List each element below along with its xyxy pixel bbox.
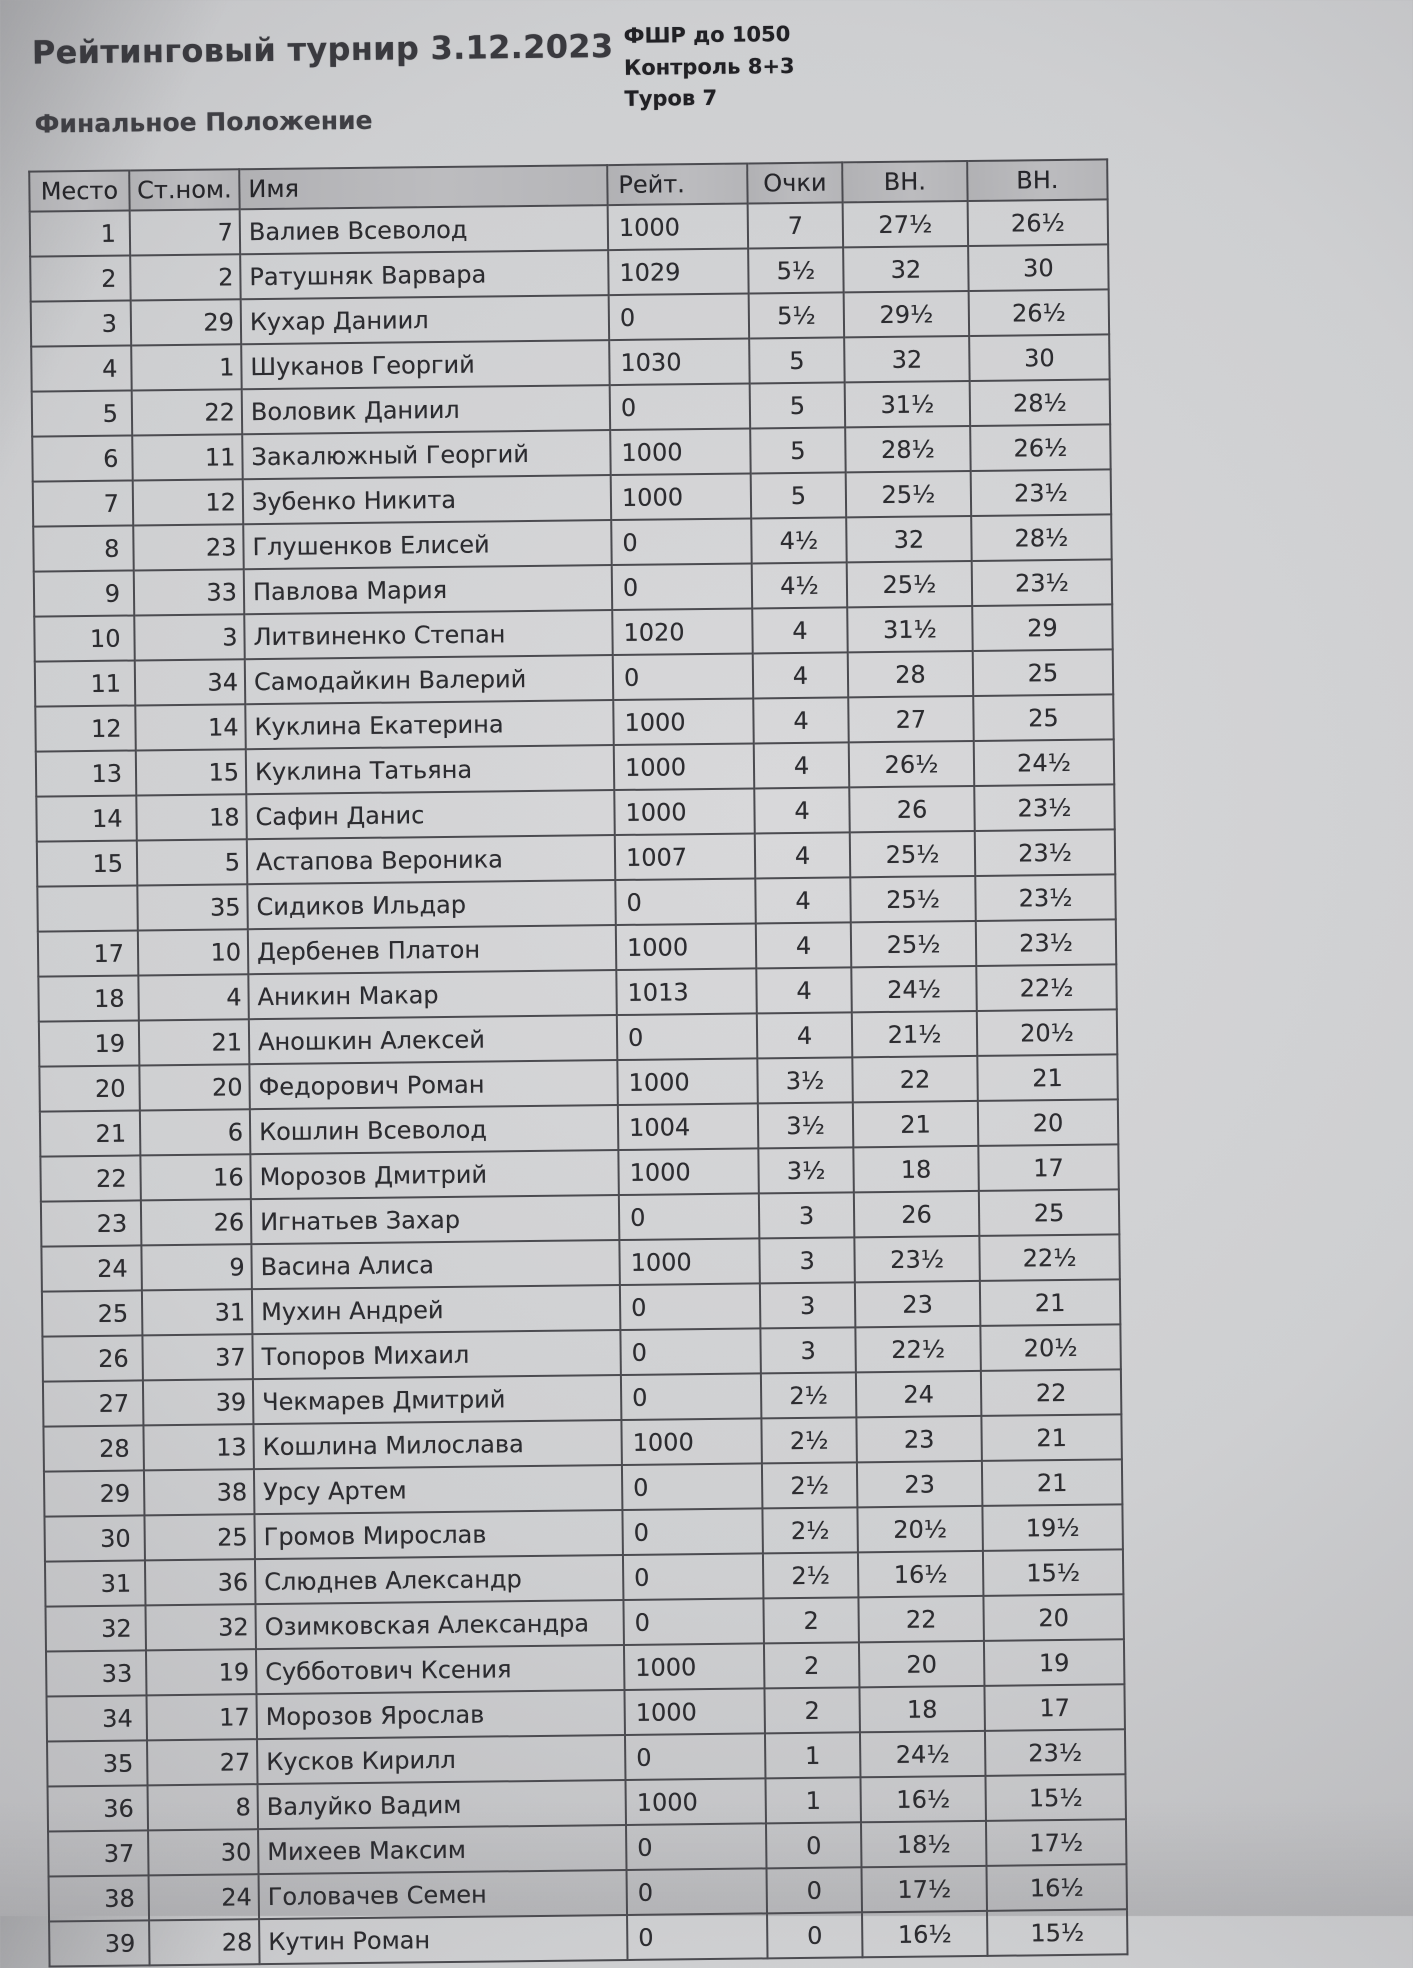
cell-start-number: 36 [145,1559,256,1605]
cell-rating: 0 [623,1598,764,1645]
cell-points: 4½ [752,562,848,608]
cell-name: Куклина Екатерина [245,700,613,749]
cell-start-number: 19 [146,1649,257,1695]
cell-rating: 1000 [614,743,755,790]
cell-buchholz-2: 23½ [976,919,1117,966]
cell-points: 1 [765,1732,861,1778]
cell-rating: 0 [620,1328,761,1375]
cell-place: 23 [41,1200,142,1246]
cell-rating: 0 [612,563,753,610]
cell-rating: 1000 [614,788,755,835]
cell-place: 8 [33,525,134,571]
cell-buchholz-1: 25½ [850,876,976,922]
cell-buchholz-2: 26½ [968,199,1109,246]
cell-start-number: 25 [144,1514,255,1560]
cell-points: 0 [766,1822,862,1868]
cell-buchholz-2: 20½ [980,1324,1121,1371]
cell-start-number: 26 [141,1199,252,1245]
cell-start-number: 20 [139,1064,250,1110]
cell-start-number: 35 [137,884,248,930]
cell-place: 20 [39,1065,140,1111]
cell-buchholz-2: 19 [984,1639,1125,1686]
cell-name: Аникин Макар [248,970,616,1019]
cell-name: Павлова Мария [244,565,612,614]
cell-buchholz-2: 22 [981,1369,1122,1416]
cell-place: 33 [46,1650,147,1696]
cell-buchholz-2: 25 [979,1189,1120,1236]
cell-start-number: 4 [138,974,249,1020]
cell-place [37,885,138,931]
cell-buchholz-2: 25 [973,649,1114,696]
cell-points: 5 [750,382,846,428]
cell-place: 18 [38,975,139,1021]
cell-name: Васина Алиса [251,1240,619,1289]
cell-rating: 0 [617,1013,758,1060]
cell-start-number: 15 [136,749,247,795]
cell-place: 6 [32,435,133,481]
cell-start-number: 6 [140,1109,251,1155]
cell-name: Морозов Ярослав [256,1690,624,1739]
cell-buchholz-1: 18½ [861,1821,987,1867]
cell-buchholz-2: 23½ [975,829,1116,876]
cell-buchholz-2: 20½ [977,1009,1118,1056]
cell-place: 30 [44,1515,145,1561]
cell-points: 0 [767,1867,863,1913]
cell-place: 5 [32,390,133,436]
cell-points: 5 [751,472,847,518]
cell-buchholz-1: 21½ [852,1011,978,1057]
cell-buchholz-1: 16½ [860,1776,986,1822]
cell-place: 36 [48,1785,149,1831]
cell-buchholz-2: 20 [983,1594,1124,1641]
cell-name: Закалюжный Георгий [242,430,610,479]
cell-buchholz-2: 26½ [969,289,1110,336]
cell-buchholz-2: 15½ [987,1909,1128,1956]
cell-name: Озимковская Александра [255,1600,623,1649]
cell-start-number: 23 [133,524,244,570]
cell-name: Михеев Максим [258,1825,626,1874]
cell-place: 17 [38,930,139,976]
cell-place: 21 [40,1110,141,1156]
cell-name: Морозов Дмитрий [250,1150,618,1199]
cell-points: 4 [753,652,849,698]
cell-buchholz-2: 21 [981,1414,1122,1461]
cell-rating: 1020 [612,608,753,655]
cell-start-number: 38 [144,1469,255,1515]
cell-buchholz-1: 17½ [861,1866,987,1912]
cell-points: 1 [765,1777,861,1823]
cell-name: Зубенко Никита [243,475,611,524]
cell-rating: 1000 [618,1148,759,1195]
header-rating: Рейт. [607,163,747,205]
cell-buchholz-1: 32 [844,336,970,382]
cell-buchholz-2: 21 [977,1054,1118,1101]
cell-start-number: 39 [143,1379,254,1425]
cell-buchholz-2: 30 [968,244,1109,291]
cell-rating: 0 [626,1823,767,1870]
cell-name: Литвиненко Степан [244,610,612,659]
cell-buchholz-2: 28½ [971,514,1112,561]
cell-rating: 0 [622,1508,763,1555]
cell-points: 5 [750,427,846,473]
cell-buchholz-2: 30 [969,334,1110,381]
cell-place: 35 [47,1740,148,1786]
cell-start-number: 32 [145,1604,256,1650]
cell-place: 29 [44,1470,145,1516]
cell-buchholz-1: 18 [853,1146,979,1192]
cell-buchholz-2: 21 [980,1279,1121,1326]
cell-rating: 1007 [615,833,756,880]
cell-buchholz-2: 24½ [974,739,1115,786]
cell-place: 14 [36,795,137,841]
cell-place: 34 [47,1695,148,1741]
cell-points: 5½ [749,292,845,338]
cell-buchholz-2: 28½ [970,379,1111,426]
cell-buchholz-1: 26½ [849,741,975,787]
info-line-time-control: Контроль 8+3 [623,53,795,80]
cell-place: 13 [36,750,137,796]
cell-name: Мухин Андрей [252,1285,620,1334]
cell-start-number: 5 [137,839,248,885]
page-title: Рейтинговый турнир 3.12.2023 [31,27,614,72]
cell-rating: 1000 [619,1238,760,1285]
cell-start-number: 1 [131,344,242,390]
cell-place: 26 [42,1335,143,1381]
subtitle-final-standings: Финальное Положение [34,105,373,139]
cell-points: 5 [749,337,845,383]
cell-buchholz-1: 26 [854,1191,980,1237]
cell-start-number: 37 [142,1334,253,1380]
cell-name: Дербенев Платон [248,925,616,974]
cell-points: 5½ [748,247,844,293]
cell-rating: 1000 [608,203,749,250]
cell-buchholz-1: 28 [848,651,974,697]
cell-name: Валиев Всеволод [240,205,608,254]
cell-name: Кутин Роман [259,1915,627,1964]
cell-points: 3 [759,1237,855,1283]
cell-rating: 0 [622,1463,763,1510]
cell-place: 24 [41,1245,142,1291]
cell-buchholz-2: 17 [978,1144,1119,1191]
cell-points: 2½ [761,1372,857,1418]
cell-name: Кухар Даниил [241,295,609,344]
cell-rating: 0 [609,293,750,340]
cell-name: Глушенков Елисей [243,520,611,569]
cell-buchholz-1: 23 [857,1461,983,1507]
cell-buchholz-1: 25½ [851,921,977,967]
cell-rating: 1029 [608,248,749,295]
cell-buchholz-2: 15½ [983,1549,1124,1596]
cell-name: Воловик Даниил [242,385,610,434]
cell-start-number: 12 [133,479,244,525]
cell-buchholz-1: 27½ [843,201,969,247]
cell-name: Чекмарев Дмитрий [253,1375,621,1424]
cell-place: 25 [42,1290,143,1336]
cell-name: Валуйко Вадим [258,1780,626,1829]
cell-name: Топоров Михаил [252,1330,620,1379]
cell-buchholz-2: 26½ [970,424,1111,471]
cell-place: 19 [39,1020,140,1066]
cell-rating: 1000 [611,473,752,520]
cell-buchholz-1: 24 [856,1371,982,1417]
cell-buchholz-2: 23½ [985,1729,1126,1776]
cell-buchholz-1: 31½ [847,606,973,652]
cell-buchholz-1: 32 [846,516,972,562]
standings-table [28,158,1128,1967]
cell-place: 9 [34,570,135,616]
cell-buchholz-1: 21 [853,1101,979,1147]
cell-place: 15 [37,840,138,886]
cell-points: 2½ [762,1507,858,1553]
cell-start-number: 17 [147,1694,258,1740]
cell-name: Кошлина Милослава [253,1420,621,1469]
cell-rating: 1000 [617,1058,758,1105]
cell-buchholz-1: 28½ [845,426,971,472]
cell-rating: 1000 [624,1688,765,1735]
cell-rating: 1000 [610,428,751,475]
cell-place: 37 [48,1830,149,1876]
cell-start-number: 27 [147,1739,258,1785]
cell-buchholz-1: 18 [859,1686,985,1732]
cell-points: 3½ [757,1057,853,1103]
cell-place: 4 [31,345,132,391]
cell-points: 2½ [763,1552,859,1598]
cell-buchholz-1: 31½ [845,381,971,427]
header-name: Имя [239,165,607,209]
cell-start-number: 2 [130,254,241,300]
cell-place: 32 [45,1605,146,1651]
cell-name: Кусков Кирилл [257,1735,625,1784]
header-buchholz-1: ВН. [842,161,967,202]
cell-buchholz-1: 25½ [847,561,973,607]
cell-name: Самодайкин Валерий [245,655,613,704]
cell-points: 3 [760,1282,856,1328]
header-start-number: Ст.ном. [129,169,239,210]
header-place: Место [29,171,129,212]
cell-name: Аношкин Алексей [249,1015,617,1064]
cell-buchholz-1: 24½ [851,966,977,1012]
cell-buchholz-1: 25½ [850,831,976,877]
cell-start-number: 34 [135,659,246,705]
cell-rating: 0 [611,518,752,565]
cell-rating: 1004 [618,1103,759,1150]
header-buchholz-2: ВН. [967,159,1107,201]
cell-start-number: 16 [140,1154,251,1200]
cell-start-number: 31 [142,1289,253,1335]
cell-buchholz-2: 19½ [982,1504,1123,1551]
cell-start-number: 22 [132,389,243,435]
info-line-rating-limit: ФШР до 1050 [623,22,791,48]
cell-points: 2 [764,1642,860,1688]
cell-rating: 0 [615,878,756,925]
cell-points: 3½ [758,1147,854,1193]
cell-name: Субботович Ксения [256,1645,624,1694]
info-line-rounds: Туров 7 [624,85,718,111]
cell-rating: 1000 [621,1418,762,1465]
cell-name: Урсу Артем [254,1465,622,1514]
cell-rating: 1000 [616,923,757,970]
cell-rating: 0 [619,1193,760,1240]
cell-buchholz-1: 16½ [858,1551,984,1597]
cell-start-number: 7 [130,209,241,255]
cell-start-number: 29 [131,299,242,345]
cell-place: 7 [33,480,134,526]
cell-name: Сидиков Ильдар [247,880,615,929]
cell-place: 11 [35,660,136,706]
cell-buchholz-2: 29 [972,604,1113,651]
cell-start-number: 18 [136,794,247,840]
cell-points: 2½ [761,1417,857,1463]
cell-points: 3 [759,1192,855,1238]
cell-points: 3 [760,1327,856,1373]
cell-name: Кошлин Всеволод [250,1105,618,1154]
cell-buchholz-1: 27 [848,696,974,742]
cell-rating: 0 [613,653,754,700]
cell-points: 4 [756,967,852,1013]
cell-buchholz-2: 17½ [986,1819,1127,1866]
cell-buchholz-1: 25½ [846,471,972,517]
cell-start-number: 11 [132,434,243,480]
cell-buchholz-2: 16½ [986,1864,1127,1911]
cell-buchholz-1: 22 [852,1056,978,1102]
cell-rating: 1000 [625,1778,766,1825]
cell-buchholz-2: 23½ [975,874,1116,921]
cell-name: Шуканов Георгий [241,340,609,389]
cell-points: 2 [763,1597,859,1643]
cell-rating: 0 [627,1868,768,1915]
cell-buchholz-1: 24½ [860,1731,986,1777]
cell-points: 3½ [758,1102,854,1148]
cell-points: 4 [756,922,852,968]
cell-place: 3 [31,301,132,347]
tournament-info [624,19,796,115]
cell-place: 39 [49,1920,150,1966]
cell-place: 22 [40,1155,141,1201]
cell-place: 38 [49,1875,150,1921]
cell-buchholz-2: 21 [982,1459,1123,1506]
cell-start-number: 10 [138,929,249,975]
cell-start-number: 13 [143,1424,254,1470]
cell-start-number: 14 [135,704,246,750]
cell-buchholz-2: 25 [973,694,1114,741]
cell-place: 27 [43,1380,144,1426]
cell-points: 4 [754,742,850,788]
cell-rating: 0 [623,1553,764,1600]
cell-place: 31 [45,1560,146,1606]
cell-start-number: 33 [134,569,245,615]
cell-name: Федорович Роман [249,1060,617,1109]
cell-place: 28 [43,1425,144,1471]
cell-buchholz-1: 26 [849,786,975,832]
cell-rating: 0 [610,383,751,430]
cell-points: 4½ [751,517,847,563]
cell-points: 2½ [762,1462,858,1508]
cell-buchholz-2: 17 [984,1684,1125,1731]
cell-points: 4 [752,607,848,653]
cell-buchholz-2: 22½ [976,964,1117,1011]
cell-rating: 1013 [616,968,757,1015]
cell-points: 7 [748,202,844,248]
cell-rating: 1030 [609,338,750,385]
table-body [30,199,1128,1966]
cell-place: 2 [30,256,131,302]
cell-buchholz-2: 23½ [974,784,1115,831]
cell-start-number: 30 [148,1829,259,1875]
cell-start-number: 24 [149,1874,260,1920]
cell-buchholz-1: 32 [843,246,969,292]
cell-name: Слюднев Александр [255,1555,623,1604]
cell-rating: 0 [620,1283,761,1330]
cell-rating: 0 [627,1913,768,1960]
cell-buchholz-2: 15½ [985,1774,1126,1821]
cell-buchholz-2: 22½ [979,1234,1120,1281]
cell-name: Куклина Татьяна [246,745,614,794]
cell-start-number: 21 [139,1019,250,1065]
cell-points: 4 [757,1012,853,1058]
header-points: Очки [747,162,842,203]
cell-start-number: 3 [134,614,245,660]
cell-buchholz-2: 23½ [971,469,1112,516]
cell-place: 12 [35,705,136,751]
cell-points: 0 [767,1912,863,1958]
cell-buchholz-1: 29½ [844,291,970,337]
cell-rating: 1000 [624,1643,765,1690]
cell-name: Головачев Семен [259,1870,627,1919]
cell-points: 4 [755,832,851,878]
cell-start-number: 28 [149,1919,260,1965]
cell-points: 4 [754,787,850,833]
cell-buchholz-1: 23 [855,1281,981,1327]
cell-points: 4 [755,877,851,923]
cell-name: Ратушняк Варвара [240,250,608,299]
cell-name: Игнатьев Захар [251,1195,619,1244]
cell-place: 10 [34,615,135,661]
cell-buchholz-1: 22½ [855,1326,981,1372]
cell-start-number: 9 [141,1244,252,1290]
cell-buchholz-1: 16½ [862,1911,988,1957]
cell-points: 2 [764,1687,860,1733]
cell-buchholz-1: 20 [859,1641,985,1687]
cell-buchholz-1: 23½ [854,1236,980,1282]
cell-name: Громов Мирослав [254,1510,622,1559]
cell-buchholz-1: 20½ [857,1506,983,1552]
cell-rating: 0 [625,1733,766,1780]
cell-name: Сафин Данис [246,790,614,839]
cell-buchholz-1: 23 [856,1416,982,1462]
cell-rating: 0 [621,1373,762,1420]
cell-start-number: 8 [148,1784,259,1830]
cell-rating: 1000 [613,698,754,745]
cell-buchholz-2: 20 [978,1099,1119,1146]
cell-place: 1 [30,211,131,257]
cell-points: 4 [753,697,849,743]
cell-buchholz-1: 22 [858,1596,984,1642]
cell-buchholz-2: 23½ [972,559,1113,606]
cell-name: Астапова Вероника [247,835,615,884]
